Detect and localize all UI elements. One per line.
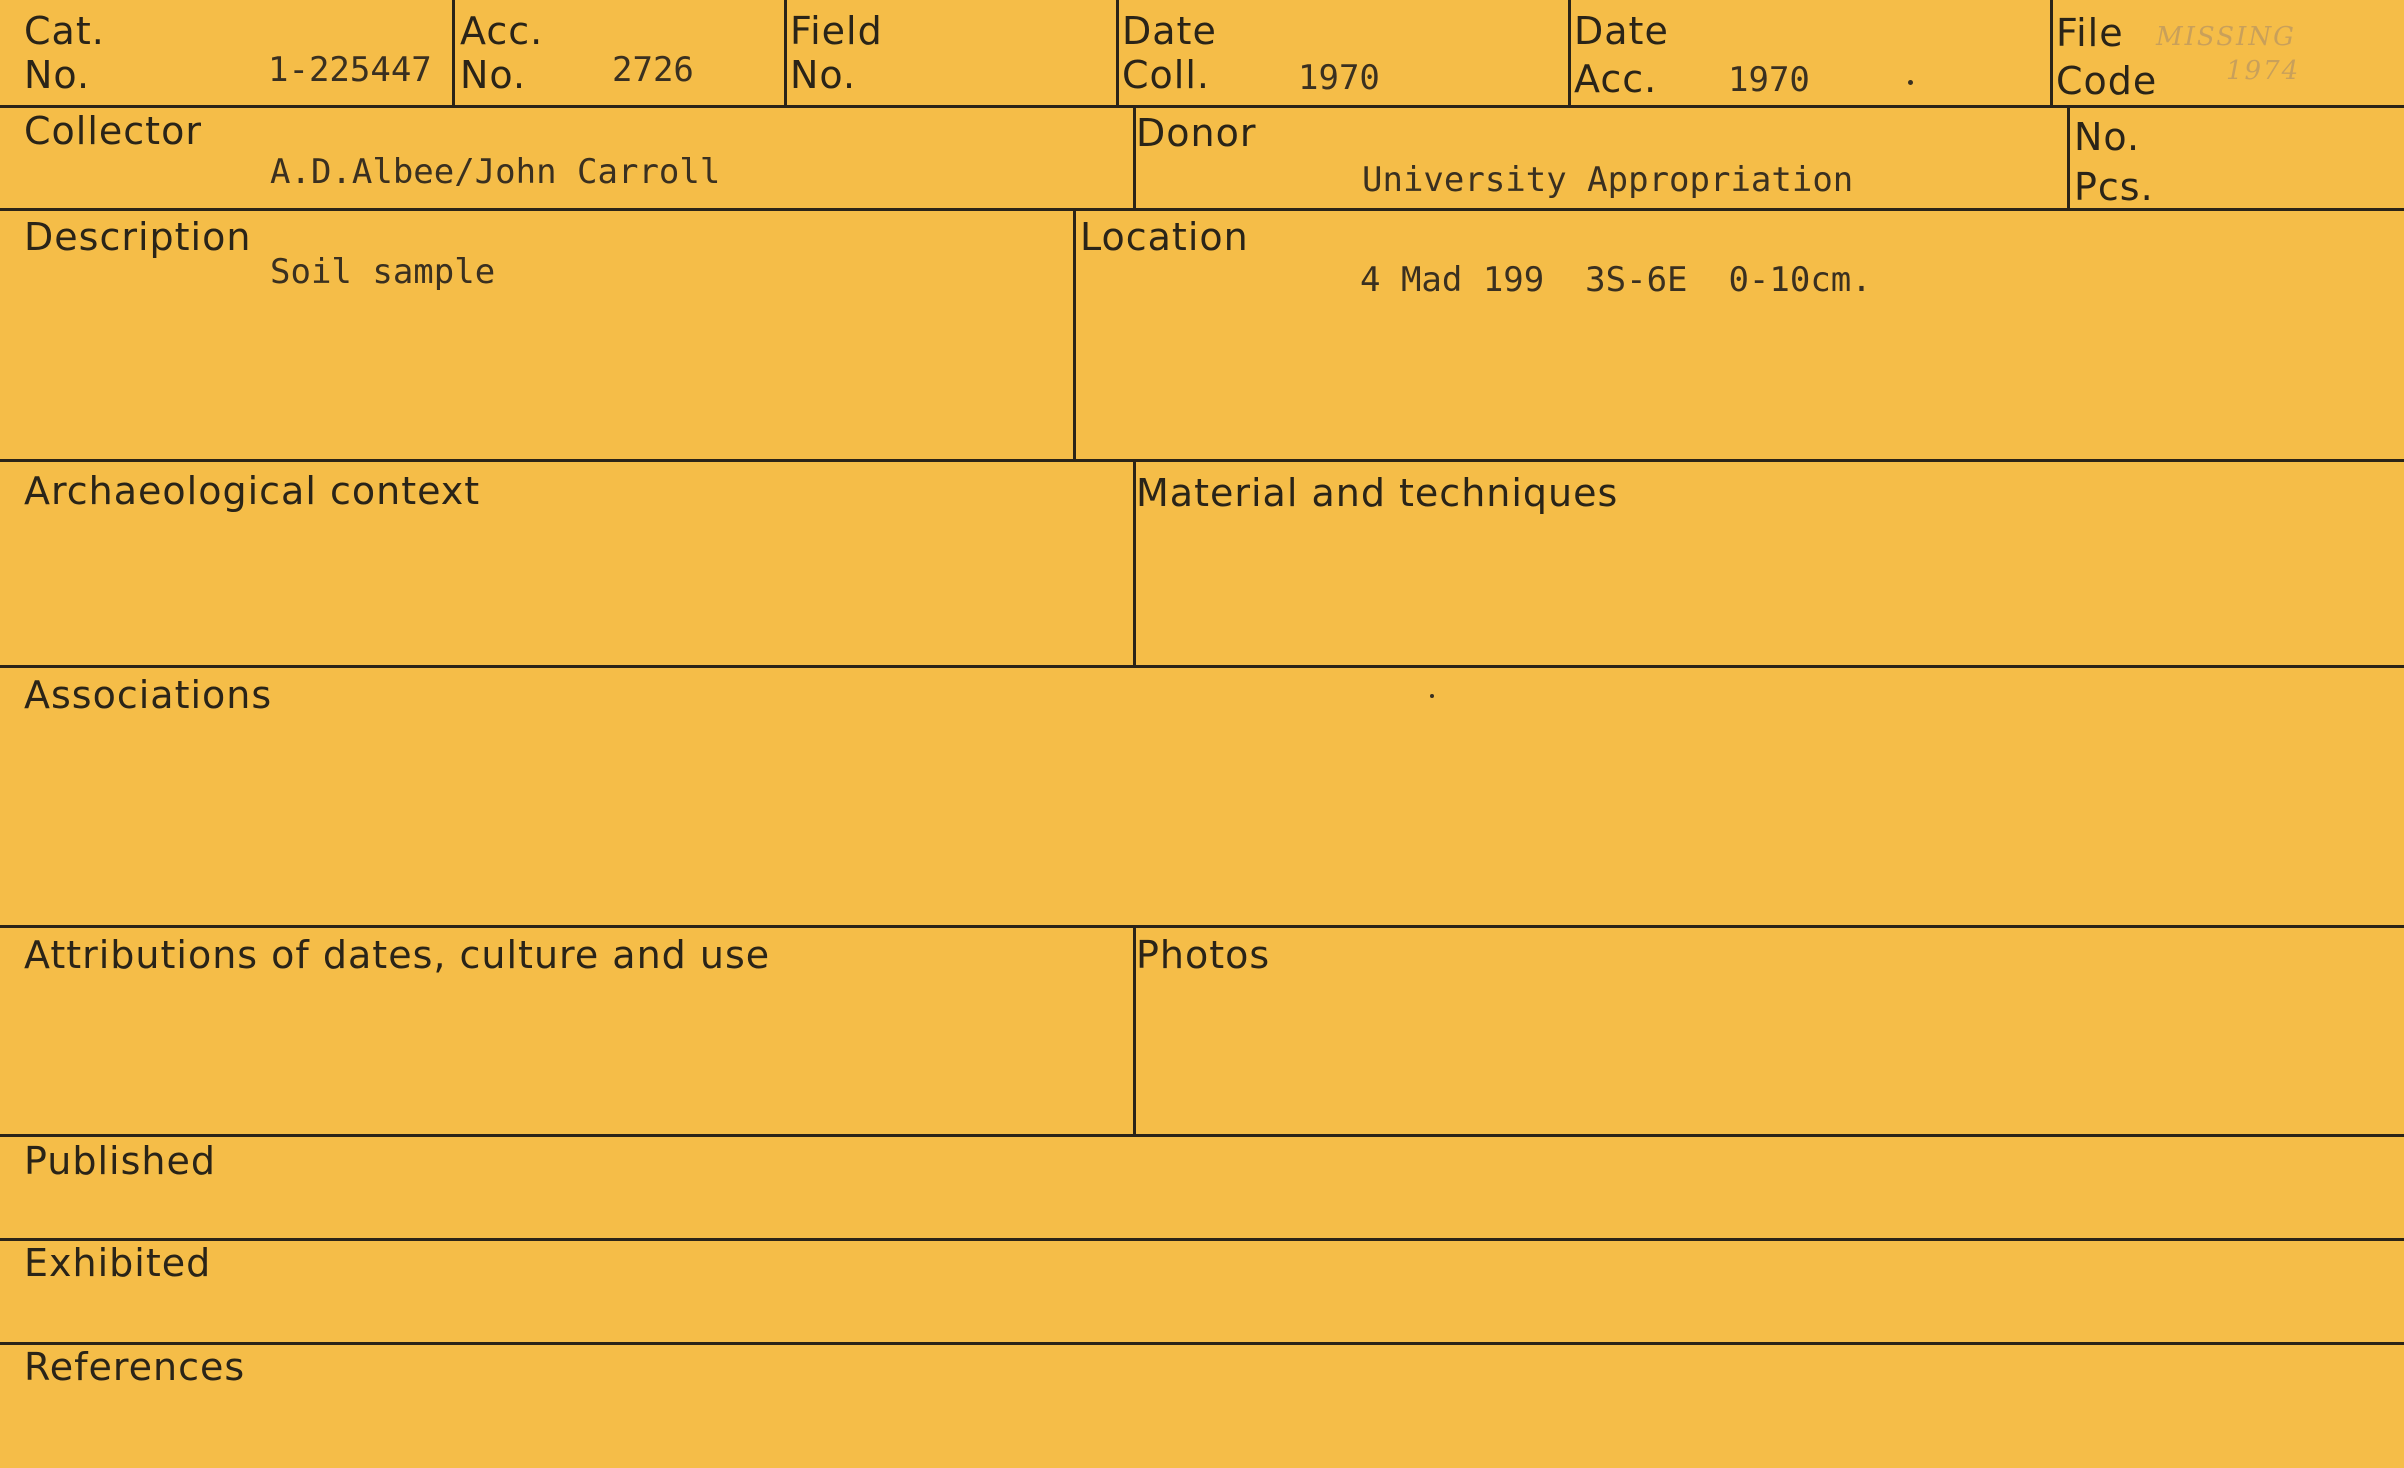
date-acc-label-bottom: Acc. (1574, 57, 1658, 101)
field-label-bottom: No. (790, 53, 857, 97)
rule-context-bottom (0, 665, 2404, 668)
material-techniques-label: Material and techniques (1136, 471, 1619, 515)
archaeological-context-label: Archaeological context (24, 469, 481, 513)
field-label-top: Field (790, 9, 883, 53)
rule-v-cat-acc (452, 0, 455, 107)
stray-mark (1430, 694, 1434, 698)
file-label-top: File (2056, 11, 2124, 55)
donor-value: University Appropriation (1362, 160, 1854, 200)
location-value: 4 Mad 199 3S-6E 0-10cm. (1360, 260, 1872, 300)
photos-label: Photos (1136, 933, 1271, 977)
references-label: References (24, 1345, 246, 1389)
acc-no-value: 2726 (612, 50, 694, 90)
rule-v-field-datecoll (1116, 0, 1119, 107)
description-value: Soil sample (270, 252, 496, 292)
rule-header-bottom (0, 105, 2404, 108)
file-label-bottom: Code (2056, 59, 2158, 103)
rule-published-bottom (0, 1238, 2404, 1241)
date-acc-value: 1970 (1728, 60, 1810, 100)
description-label: Description (24, 215, 252, 259)
acc-label-top: Acc. (460, 9, 544, 53)
cat-no-value: 1-225447 (268, 50, 432, 90)
rule-description-bottom (0, 459, 2404, 462)
acc-label-bottom: No. (460, 53, 527, 97)
rule-exhibited-bottom (0, 1342, 2404, 1345)
handwritten-note-missing: MISSING (2156, 22, 2296, 52)
cat-label-bottom: No. (24, 53, 91, 97)
location-label: Location (1080, 215, 1249, 259)
rule-associations-bottom (0, 925, 2404, 928)
rule-collector-bottom (0, 208, 2404, 211)
cat-label-top: Cat. (24, 9, 105, 53)
handwritten-note-year: 1974 (2226, 56, 2301, 86)
exhibited-label: Exhibited (24, 1241, 212, 1285)
collector-value: A.D.Albee/John Carroll (270, 152, 721, 192)
date-coll-value: 1970 (1298, 58, 1380, 98)
date-coll-label-bottom: Coll. (1122, 53, 1210, 97)
date-acc-label-top: Date (1574, 9, 1669, 53)
published-label: Published (24, 1139, 216, 1183)
no-pcs-label-bottom: Pcs. (2074, 165, 2154, 209)
collector-label: Collector (24, 109, 202, 153)
stray-mark (1908, 80, 1913, 85)
rule-attributions-bottom (0, 1134, 2404, 1137)
attributions-label: Attributions of dates, culture and use (24, 933, 771, 977)
rule-v-dateacc-file (2050, 0, 2053, 107)
rule-v-datecoll-dateacc (1568, 0, 1571, 107)
donor-label: Donor (1136, 111, 1257, 155)
rule-v-donor-nopcs (2067, 105, 2070, 210)
no-pcs-label-top: No. (2074, 115, 2141, 159)
date-coll-label-top: Date (1122, 9, 1217, 53)
rule-v-acc-field (784, 0, 787, 107)
associations-label: Associations (24, 673, 273, 717)
rule-v-description-location (1073, 208, 1076, 461)
